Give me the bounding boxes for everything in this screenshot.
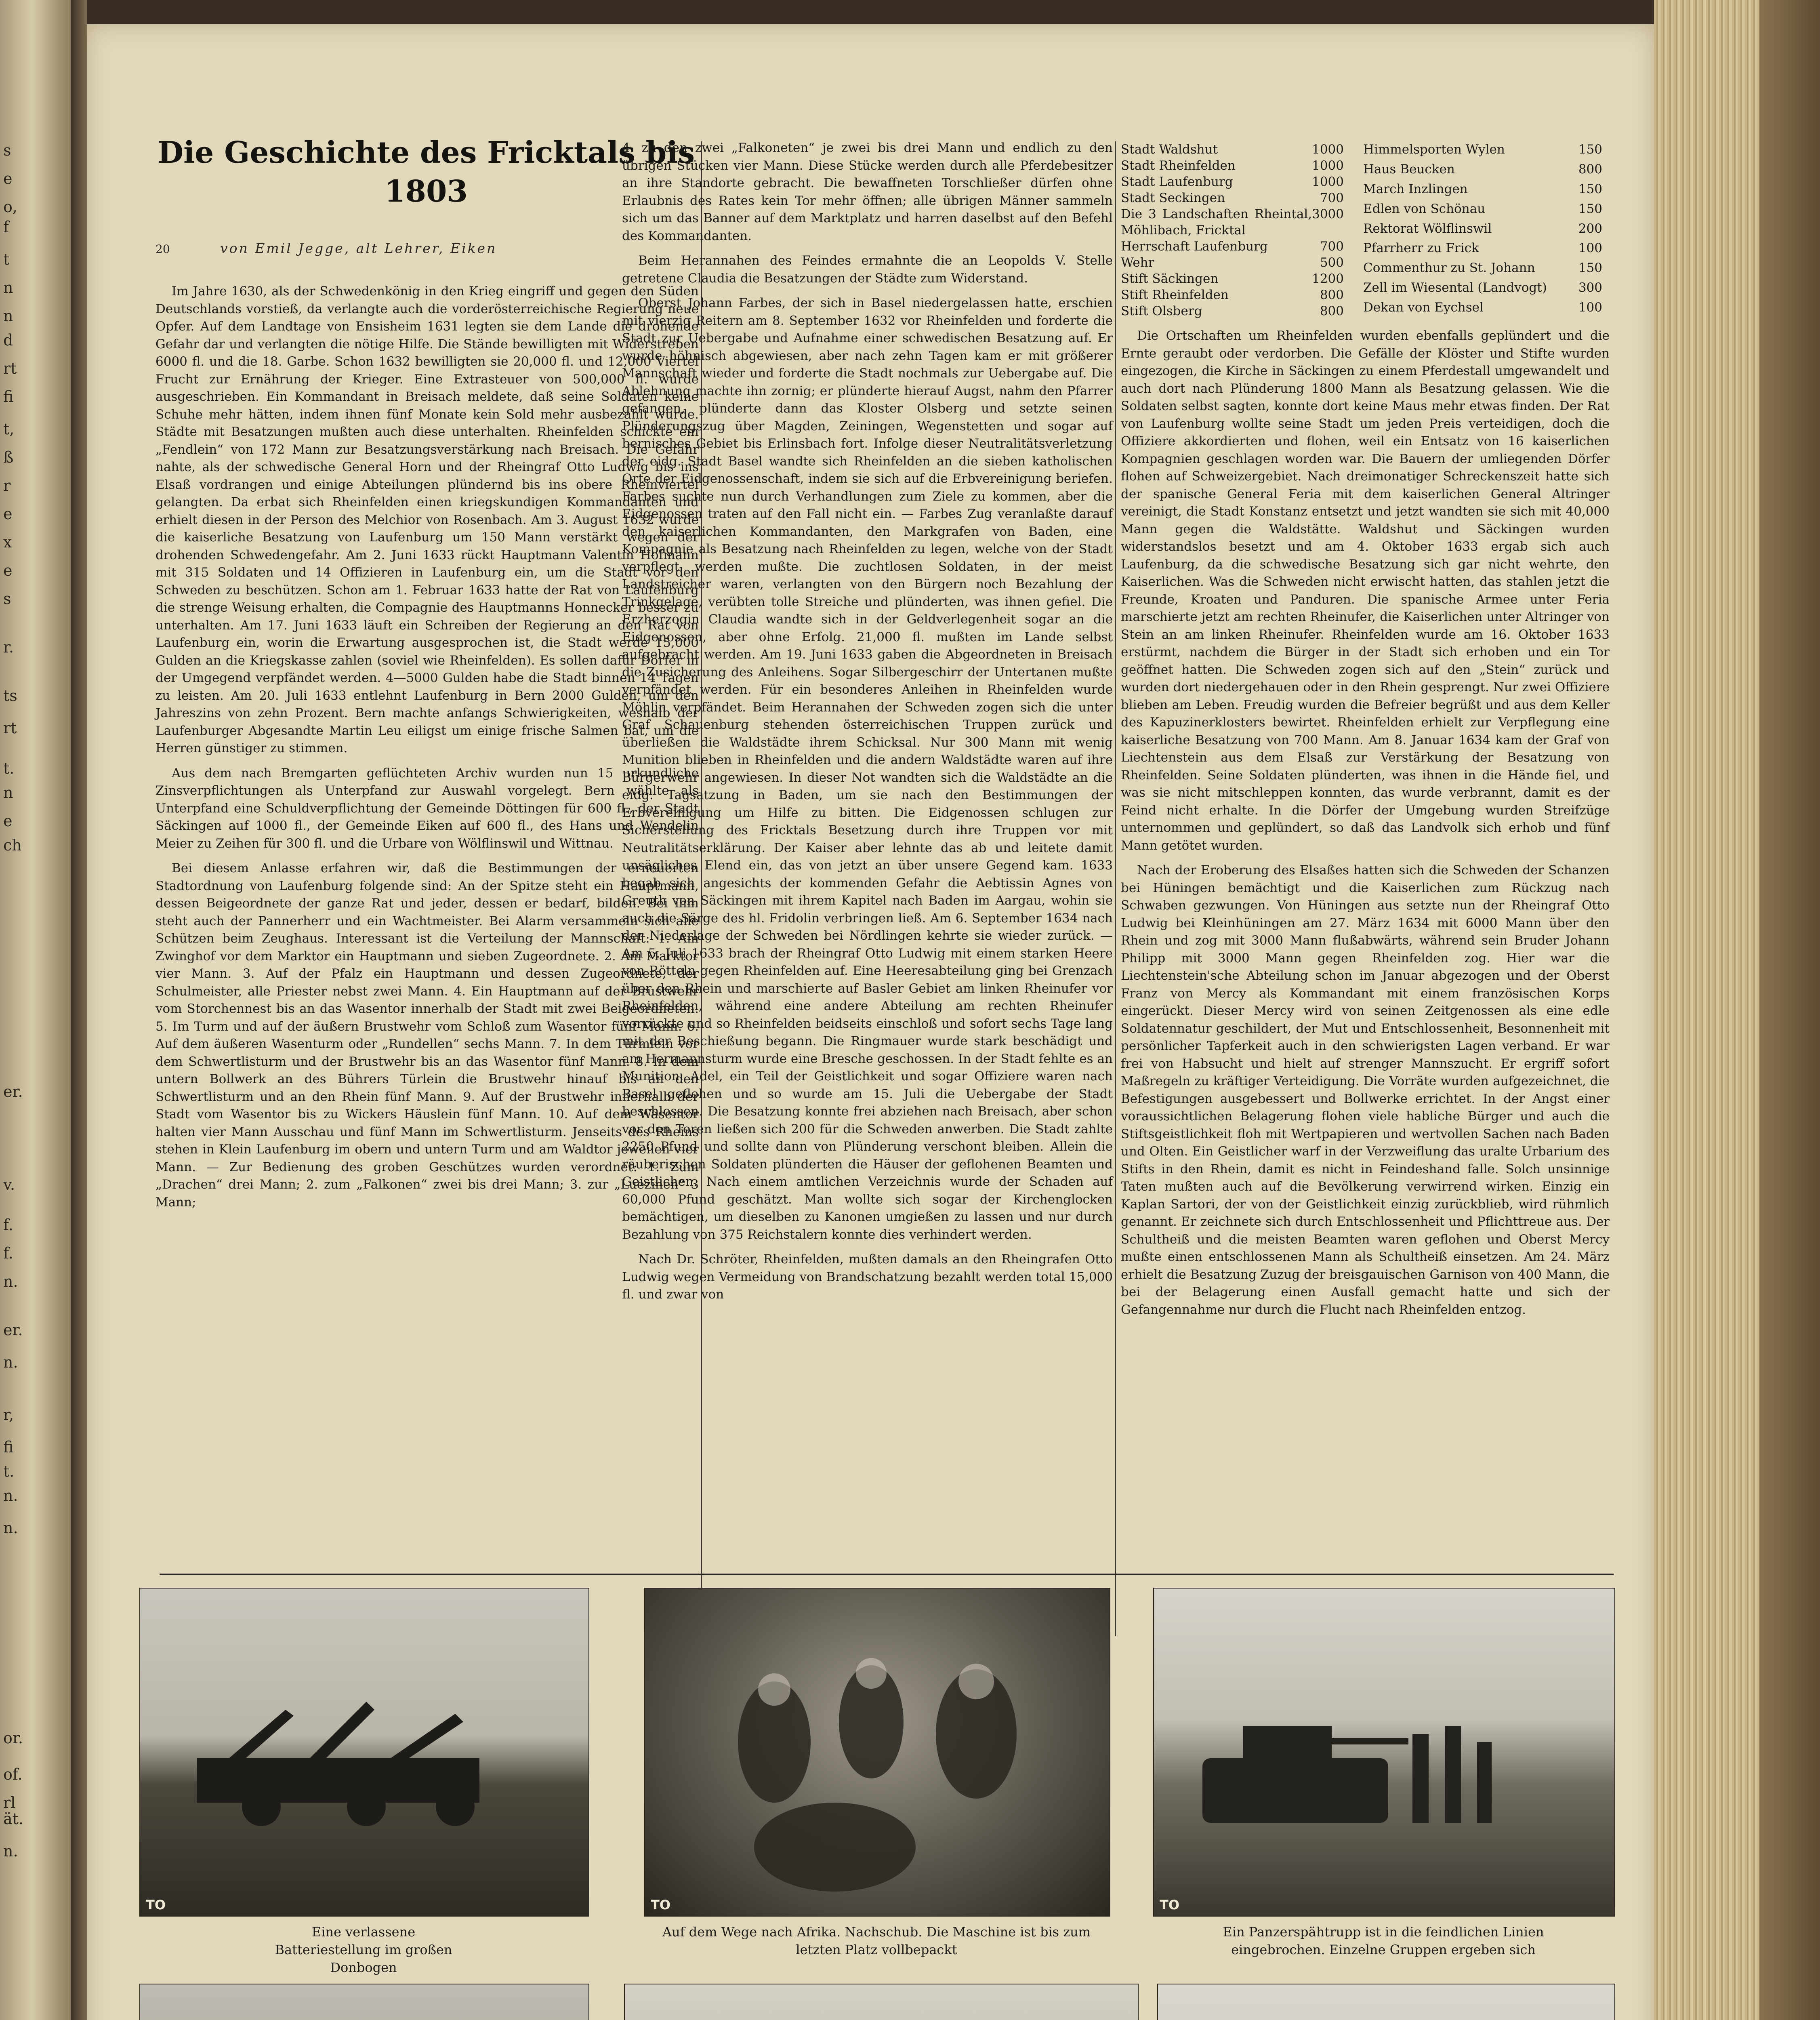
photo-abandoned-battery <box>139 1588 589 1917</box>
newspaper-page <box>87 24 1654 2020</box>
levy-row <box>1121 271 1347 287</box>
levy-amount: 300 <box>1578 280 1602 295</box>
photo-caption: Auf dem Wege nach Afrika. Nachschub. Die Maschine ist bis zum letzten Platz vollbepackt <box>662 1924 1091 1957</box>
left-page-text-fragment: rt <box>3 360 17 377</box>
photo-caption: Ein Panzerspähtrupp ist in die feindlichen Linien eingebrochen. Einzelne Gruppen ergeben sich <box>1223 1924 1544 1957</box>
levy-amount: 150 <box>1578 142 1602 157</box>
paragraph: Bei diesem Anlasse erfahren wir, daß die Bestimmungen der erneuerten Stadtordnung von Laufenburg folgende sind: An der Spitze steht ein Hauptmann, dessen Beigeordnete der ganze Rat und jeder, dessen er bedarf, bilden. Bei ihm steht auch der Pannerherr und ein Wachtmeister. Bei Alarm versammeln sich alle Schützen beim Zeughaus. Interessant ist die Verteilung der Mannschaft: 1. Am Zwinghof vor dem Marktor ein Hauptmann und sieben Zugeordnete. 2. Am Marktor vier Mann. 3. Auf der Pfalz ein Hauptmann und dessen Zugeordnete, der Schulmeister, alle Priester nebst zwei Mann. 4. Ein Hauptmann auf der Brustwehr vom Storchennest bis an das Wasentor innerhalb der Stadt mit zwei Beigeordneten. 5. Im Turm und auf der äußern Brustwehr vom Schloß zum Wasentor fünf Mann. 6. Auf dem äußeren Wasenturm oder „Rundellen“ sechs Mann. 7. In dem Türmlein vor dem Schwertlisturm und der Brustwehr bis an das Wasentor fünf Mann. 8. In dem untern Bollwerk an des Bührers Türlein die Brustwehr hinauf bis an den Schwertlisturm und an den Rhein fünf Mann. 9. Auf der Brustwehr innerhalb der Stadt vom Wasentor bis zu Wickers Häuslein fünf Mann. 10. Auf dem Wasentor halten vier Mann Ausschau und fünf Mann im Schwertlisturm. Jenseits des Rheins stehen in Klein Laufenburg im obern und untern Turm und am Waldtor jeweilen vier Mann. — Zur Bedienung des groben Geschützes wurden verordnet: 1. Zum „Drachen“ drei Mann; 2. zum „Falkonen“ zwei bis drei Mann; 3. zur „Luezinen“ 3 Mann; <box>156 861 699 1210</box>
article-column-3 <box>1121 141 1610 1326</box>
levy-amount: 150 <box>1578 201 1602 216</box>
levy-place: Stadt Waldshut <box>1121 142 1218 157</box>
left-page-text-fragment: e <box>3 812 13 830</box>
levy-row <box>1121 206 1347 238</box>
levy-amount: 3000 <box>1312 207 1344 221</box>
levy-row <box>1121 287 1347 303</box>
levy-place: Rektorat Wölflinswil <box>1363 221 1492 236</box>
levy-row <box>1121 238 1347 255</box>
left-page-text-fragment: ts <box>3 687 17 705</box>
levy-place: Stift Olsberg <box>1121 304 1202 318</box>
left-page-text-fragment: n. <box>3 1273 18 1290</box>
levy-place: Die 3 Landschaften Rheintal, Möhlibach, Fricktal <box>1121 207 1312 238</box>
left-page-text-fragment: e <box>3 505 13 523</box>
page-number: 20 <box>156 242 170 256</box>
levy-table-left <box>1121 141 1347 319</box>
levy-row <box>1121 303 1347 319</box>
photo-destroyed-hurricane <box>624 1984 1139 2020</box>
wrecked-aircraft-icon <box>625 1984 1138 2020</box>
levy-tables <box>1121 141 1610 319</box>
levy-amount: 700 <box>1320 191 1344 205</box>
column-rule <box>1115 141 1116 1636</box>
photo-transport-plane-interior <box>644 1588 1110 1917</box>
levy-row <box>1363 161 1606 181</box>
paragraph: Aus dem nach Bremgarten geflüchteten Archiv wurden nun 15 urkundliche Zinsverpflichtungen als Unterpfand zur Auswahl vorgelegt. Bern wählte als Unterpfand eine Schuldverpflichtung der Gemeinde Döttingen für 600 fl., der Stadt Säckingen auf 1000 fl., der Gemeinde Eiken auf 600 fl., des Hans und Wendelin Meier zu Zeihen für 300 fl. und die Urbare von Wölflinswil und Wittnau. <box>156 766 699 851</box>
levy-row <box>1121 174 1347 190</box>
levy-place: Himmelsporten Wylen <box>1363 142 1505 157</box>
left-page-text-fragment: rt <box>3 719 17 737</box>
levy-place: March Inzlingen <box>1363 181 1468 196</box>
artillery-silhouette-icon <box>140 1589 588 1916</box>
paragraph: Beim Herannahen des Feindes ermahnte die an Leopolds V. Stelle getretene Claudia die Besatzungen der Städte zum Widerstand. <box>622 253 1113 286</box>
levy-amount: 100 <box>1578 241 1602 256</box>
left-page-text-fragment: t. <box>3 760 15 777</box>
troop-formation-icon <box>1158 1984 1614 2020</box>
naval-gun-icon <box>140 1984 588 2020</box>
levy-row <box>1121 255 1347 271</box>
levy-amount: 200 <box>1578 221 1602 236</box>
left-page-text-fragment: r. <box>3 638 14 656</box>
levy-amount: 800 <box>1320 304 1344 318</box>
levy-place: Edlen von Schönau <box>1363 201 1486 216</box>
levy-row <box>1363 260 1606 280</box>
left-page-text-fragment: v. <box>3 1176 15 1193</box>
left-page-text-fragment: n <box>3 307 13 325</box>
levy-row <box>1363 141 1606 161</box>
levy-place: Commenthur zu St. Johann <box>1363 261 1535 276</box>
photo-armored-recon <box>1153 1588 1615 1917</box>
book-spine <box>1759 0 1820 2020</box>
levy-row <box>1121 141 1347 158</box>
left-page-text-fragment: x <box>3 533 12 551</box>
levy-place: Stadt Rheinfelden <box>1121 158 1236 173</box>
left-page-text-fragment: t <box>3 250 10 268</box>
soldiers-silhouette-icon <box>645 1589 1110 1916</box>
article-column-1 <box>156 283 699 1218</box>
levy-place: Pfarrherr zu Frick <box>1363 241 1479 256</box>
levy-place: Wehr <box>1121 255 1154 270</box>
left-page-text-fragment: t. <box>3 1462 15 1480</box>
levy-row <box>1121 190 1347 206</box>
left-page-text-fragment: er. <box>3 1083 23 1100</box>
levy-amount: 800 <box>1320 288 1344 302</box>
levy-amount: 150 <box>1578 261 1602 276</box>
left-page-text-fragment: ch <box>3 836 22 854</box>
left-page-text-fragment: or. <box>3 1729 23 1747</box>
left-page-text-fragment: ät. <box>3 1810 24 1828</box>
left-page-text-fragment: n. <box>3 1487 18 1504</box>
left-page-text-fragment: fi <box>3 388 14 406</box>
paragraph: Nach der Eroberung des Elsaßes hatten sich die Schweden der Schanzen bei Hüningen bemächtigt und die Kaiserlichen zum Rückzug nach Schwaben gezwungen. Von Hüningen aus setzte nun der Rheingraf Otto Ludwig bei Kleinhüningen am 27. März 1634 mit 6000 Mann über den Rhein und zog mit 3000 Mann flußabwärts, während sein Bruder Johann Philipp mit 3000 Mann gegen Rheinfelden zog. Hier war die Liechtenstein'sche Abteilung schon im Januar abgezogen und der Oberst Franz von Mercy als Kommandant mit einem französischen Korps eingerückt. Dieser Mercy wird von seinen Zeitgenossen als eine edle Soldatennatur geschildert, der Mut und Entschlossenheit, Besonnenheit mit persönlicher Tapferkeit auch in den schwierigsten Lagen verband. Er war frei von Habsucht und hielt auf strenger Mannszucht. Er ergriff sofort Maßregeln zu kräftiger Verteidigung. Die Vorräte wurden aufgezeichnet, die Befestigungen ausgebessert und Bollwerke errichtet. In der Angst einer voraussichtlichen Belagerung flohen viele habliche Bürger und auch die Stiftsgeistlichkeit floh mit Wertpapieren und wertvollen Sachen nach Baden und Olten. Ein Geistlicher warf in der Verzweiflung das uralte Urbarium des Stifts in den Rhein, damit es nicht in Feindeshand falle. Solch unsinnige Taten mußten auch auf die Bevölkerung verwirrend wirken. Einzig ein Kaplan Sartori, der von der Geistlichkeit einzig zurückblieb, wird rühmlich genannt. Er zeichnete sich durch Entschlossenheit und Pflichttreue aus. Der Schultheiß und die meisten Beamten waren geflohen und Oberst Mercy mußte einen entschlossenen Mann als Schultheiß einsetzen. Am 24. März erhielt die Besatzung Zuzug der breisgauischen Garnison von 400 Mann, die bei der Belagerung einen Ausfall gemacht hatte und sich der Gefangennahme nur durch die Flucht nach Rheinfelden entzog. <box>1121 863 1610 1317</box>
left-page-text-fragment: r <box>3 477 11 494</box>
byline: von Emil Jegge, alt Lehrer, Eiken <box>220 240 497 256</box>
photo-agency-tag: TO <box>651 1897 671 1913</box>
levy-table-right <box>1363 141 1606 319</box>
left-page-text-fragment: n. <box>3 1519 18 1537</box>
levy-place: Zell im Wiesental (Landvogt) <box>1363 280 1547 295</box>
levy-amount: 1000 <box>1312 158 1344 173</box>
book-gutter <box>71 0 87 2020</box>
left-page-text-fragment: n. <box>3 1842 18 1860</box>
levy-amount: 700 <box>1320 239 1344 254</box>
left-page-text-fragment: f <box>3 218 9 236</box>
levy-amount: 500 <box>1320 255 1344 270</box>
levy-row <box>1363 181 1606 201</box>
left-page-text-fragment: s <box>3 141 11 159</box>
levy-place: Haus Beucken <box>1363 162 1455 177</box>
levy-place: Dekan von Eychsel <box>1363 300 1484 315</box>
paragraph: Die Ortschaften um Rheinfelden wurden ebenfalls geplündert und die Ernte geraubt oder verdorben. Die Gefälle der Klöster und Stifte wurden eingezogen, die Kirche in Säckingen zu einem Pferdestall umgewandelt und auch dort nach Plünderung 1800 Mann als Besatzung gelassen. Wie die Soldaten selbst sagten, konnte dort keine Maus mehr etwas finden. Der Rat von Laufenburg wollte seine Stadt um jeden Preis verteidigen, doch die Offiziere akkordierten und flohen, weil ein Entsatz von 16 kaiserlichen Kompagnien geschlagen worden war. Die Bauern der umliegenden Dörfer flohen auf Schweizergebiet. Nach dreimonatiger Schreckenszeit hatte sich der spanische General Feria mit dem kaiserlichen General Altringer vereinigt, die Stadt Konstanz entsetzt und jetzt wandten sie sich mit 40,000 Mann gegen die Waldstätte. Waldshut und Säckingen wurden widerstandslos besetzt und am 4. Oktober 1633 ergab sich auch Laufenburg, da die schwedische Besatzung sich gar nicht wehrte, den Kaiserlichen. Was die Schweden nicht erwischt hatten, das stahlen jetzt die Freunde, Kroaten und Panduren. Die spanische Armee unter Feria marschierte jetzt am rechten Rheinufer, die Kaiserlichen unter Altringer von Stein an am linken Rheinufer. Rheinfelden wurde am 16. Oktober 1633 erstürmt, nachdem die Bürger in der Stadt sich erhoben und ein Tor geöffnet hatten. Die Schweden zogen sich auf den „Stein“ zurück und wurden dort niedergehauen oder in den Rhein gesprengt. Nur zwei Offiziere blieben am Leben. Freudig wurden die Befreier begrüßt und aus dem Keller des Kapuzinerklosters bewirtet. Rheinfelden erhielt zur Verpflegung eine kaiserliche Besatzung von 700 Mann. Am 8. Januar 1634 kam der Graf von Liechtenstein aus dem Elsaß zur Verstärkung der Besatzung von Rheinfelden. Seine Soldaten plünderten, was ihnen in die Hände fiel, und was sie nicht mitschleppen konnten, das wurde verbrannt, damit es der Feind nicht erhalte. In die Dörfer der Umgebung wurden Streifzüge unternommen und geplündert, so daß das Landvolk sich erhob und fünf Mann getötet wurden. <box>1121 328 1610 853</box>
levy-row <box>1363 221 1606 240</box>
article-title: Die Geschichte des Fricktals bis 1803 <box>158 135 695 209</box>
paragraph: 4. zu den zwei „Falkoneten“ je zwei bis drei Mann und endlich zu den übrigen Stücken vier Mann. Diese Stücke werden durch alle Pferdebesitzer an ihre Standorte gebracht. Die bewaffneten Torschließer dürfen ohne Erlaubnis des Rates kein Tor mehr öffnen; alle übrigen Männer sammeln sich um das Banner auf dem Marktplatz und harren daselbst auf den Befehl des Kommandanten. <box>622 141 1113 243</box>
levy-place: Stadt Seckingen <box>1121 191 1225 205</box>
left-page-text-fragment: n <box>3 279 13 297</box>
left-page-text-fragment: fi <box>3 1438 14 1456</box>
left-page-text-fragment: f. <box>3 1244 13 1262</box>
paragraph: Im Jahre 1630, als der Schwedenkönig in den Krieg eingriff und gegen den Süden Deutschlands vorstieß, da verlangte auch die vorderösterreichische Regierung neue Opfer. Auf dem Landtage von Ensisheim 1631 legten sie dem Lande die drohende Gefahr dar und verlangten die nötige Hilfe. Die Stände bewilligten mit Widerstreben 6000 fl. und die 18. Garbe. Schon 1632 bewilligten sie 20,000 fl. und 12,000 Viertel Frucht zur Ernährung der Krieger. Eine Extrasteuer von 500,000 fl. wurde ausgeschrieben. Ein Kommandant in Breisach meldete, daß seine Soldaten keine Schuhe mehr hätten, indem ihnen fünf Monate kein Sold mehr ausbezahlt wurde. Städte mit Besatzungen mußten auch diese unterhalten. Rheinfelden schickte ein „Fendlein“ von 172 Mann zur Besatzungsverstärkung nach Breisach. Die Gefahr nahte, als der schwedische General Horn und der Rheingraf Otto Ludwig bis ins Elsaß vordrangen und einige Abteilungen plündernd bis ins obere Rheinviertel gelangten. Da erbat sich Rheinfelden einen kriegskundigen Kommandanten und erhielt diesen in der Person des Melchior von Rosenbach. Am 3. August 1632 wurde die kaiserliche Besatzung von Laufenburg um 150 Mann verstärkt wegen der drohenden Schwedengefahr. Am 2. Juni 1633 rückt Hauptmann Valentin Hofmann mit 315 Soldaten und 14 Offizieren in Laufenburg ein, um die Stadt vor den Schweden zu beschützen. Schon am 1. Februar 1633 hatte der Rat von Laufenburg die strenge Weisung erhalten, die Compagnie des Hauptmanns Honnecker besser zu unterhalten. Am 17. Juni 1633 läuft ein Schreiben der Regierung an den Rat von Laufenburg ein, worin die Erwartung ausgesprochen ist, die Stadt werde 15,000 Gulden an die Kriegskasse zahlen (soviel wie Rheinfelden). Es sollen dafür Dörfer in der Umgegend verpfändet werden. 4—5000 Gulden habe die Stadt binnen 14 Tagen zu leisten. Am 20. Juli 1633 entlehnt Laufenburg in Bern 2000 Gulden, um den Jahreszins von zehn Prozent. Bern machte anfangs Schwierigkeiten, weshalb der Laufenburger Abgesandte Martin Leu eiligst um einige frische Salmen bat, um die Herren günstiger zu stimmen. <box>156 284 699 755</box>
levy-amount: 1000 <box>1312 142 1344 157</box>
left-page-text-fragment: f. <box>3 1216 13 1234</box>
levy-place: Stift Rheinfelden <box>1121 288 1229 302</box>
left-page-text-fragment: d <box>3 331 13 349</box>
left-page-text-fragment: s <box>3 590 11 608</box>
levy-place: Stadt Laufenburg <box>1121 175 1233 189</box>
article-column-2 <box>622 139 1113 1311</box>
left-page-text-fragment: e <box>3 170 13 187</box>
left-page-text-fragment: n <box>3 784 13 802</box>
levy-amount: 1000 <box>1312 175 1344 189</box>
left-page-text-fragment: e <box>3 562 13 579</box>
levy-place: Stift Säckingen <box>1121 271 1219 286</box>
left-page-text-fragment: t, <box>3 420 15 438</box>
photo-agency-tag: TO <box>1160 1897 1180 1913</box>
levy-row <box>1363 280 1606 299</box>
left-page-text-fragment: ß <box>3 448 14 466</box>
photo-naval-battery <box>139 1984 589 2020</box>
left-page-edge <box>0 0 71 2020</box>
photo-caption: Eine verlassene Batteriestellung im großen Donbogen <box>275 1924 452 1975</box>
photo-agency-tag: TO <box>146 1897 166 1913</box>
levy-row <box>1363 240 1606 260</box>
paragraph: Nach Dr. Schröter, Rheinfelden, mußten damals an den Rheingrafen Otto Ludwig wegen Vermeidung von Brandschatzung bezahlt werden total 15,000 fl. und zwar von <box>622 1252 1113 1302</box>
levy-amount: 1200 <box>1312 271 1344 286</box>
left-page-text-fragment: of. <box>3 1765 23 1783</box>
levy-row <box>1121 158 1347 174</box>
section-divider <box>160 1574 1614 1575</box>
page-stack-edge <box>1654 0 1820 2020</box>
levy-amount: 800 <box>1578 162 1602 177</box>
levy-row <box>1363 201 1606 221</box>
photo-airfield-troops <box>1157 1984 1615 2020</box>
left-page-text-fragment: r, <box>3 1406 14 1424</box>
levy-amount: 150 <box>1578 181 1602 196</box>
tank-silhouette-icon <box>1154 1589 1614 1916</box>
paragraph: Oberst Johann Farbes, der sich in Basel niedergelassen hatte, erschien mit vierzig Reitern am 8. September 1632 vor Rheinfelden und forderte die Stadt zur Uebergabe und Aufnahme einer schwedischen Besatzung auf. Er wurde höhnisch abgewiesen, aber nach zehn Tagen kam er mit größerer Mannschaft wieder und forderte die Stadt nochmals zur Uebergabe auf. Die Ablehnung machte ihn zornig; er plünderte hierauf Augst, nahm den Pfarrer gefangen, plünderte dann das Kloster Olsberg und setzte seinen Plünderungszug über Magden, Zeiningen, Wegenstetten und sogar auf bernisches Gebiet bis Erlinsbach fort. Infolge dieser Neutralitätsverletzung der eidg. Stadt Basel wandte sich Rheinfelden an die sieben katholischen Orte der Eidgenossenschaft, indem sie sich auf die Erbvereinigung beriefen. Farbes suchte nun durch Verhandlungen zum Ziele zu kommen, aber die Eidgenossen traten auf den Fall nicht ein. — Farbes Zug veranlaßte darauf den kaiserlichen Kommandanten, den Markgrafen von Baden, eine Kompagnie als Besatzung nach Rheinfelden zu legen, welche von der Stadt verpflegt werden mußte. Die zuchtlosen Soldaten, in der meist Landstreicher waren, verlangten von den Bürgern noch Bezahlung der Trinkgelage, verübten tolle Streiche und plünderten, was ihnen gefiel. Die Erzherzogin Claudia wandte sich in der Geldverlegenheit sogar an die Eidgenossen, aber ohne Erfolg. 21,000 fl. mußten im Lande selbst aufgebracht werden. Am 19. Juni 1633 gaben die Abgeordneten in Breisach die Zusicherung des Anleihens. Sogar Silbergeschirr der Untertanen mußte verpfändet werden. Für ein besonderes Anleihen in Rheinfelden wurde Möhlin verpfändet. Beim Herannahen der Schweden zogen sich die unter Graf Schauenburg stehenden österreichischen Truppen zurück und überließen die Waldstädte ihrem Schicksal. Nur 300 Mann mit wenig Munition blieben in Rheinfelden und die andern Waldstädte waren auf ihre Bürgerwehr angewiesen. In dieser Not wandten sich die Waldstädte an die eidg. Tagsatzung in Baden, um sie nach den Bestimmungen der Erbvereinigung um Hilfe zu bitten. Die Eidgenossen schlugen zur Sicherstellung des Fricktals Besetzung durch ihre Truppen vor mit Neutralitätserklärung. Der Kaiser aber lehnte das ab und leitete damit unsägliches Elend ein, das von jetzt an über unsere Gegend kam. 1633 begab sich angesichts der kommenden Gefahr die Aebtissin Agnes von Greuth von Säckingen mit ihrem Kapitel nach Baden im Aargau, wohin sie auch die Särge des hl. Fridolin verbringen ließ. Am 6. September 1634 nach der Niederlage der Schweden bei Nördlingen kehrte sie wieder zurück. — Am 5. Juli 1633 brach der Rheingraf Otto Ludwig mit einem starken Heere von Rötteln gegen Rheinfelden auf. Eine Heeresabteilung ging bei Grenzach über den Rhein und marschierte auf Basler Gebiet am linken Rheinufer vor Rheinfelden, während eine andere Abteilung am rechten Rheinufer vorrückte und so Rheinfelden beidseits einschloß und sofort sechs Tage lang mit der Beschießung begann. Die Ringmauer wurde stark beschädigt und am Hermannsturm wurde eine Bresche geschossen. In der Stadt fehlte es an Munition. Adel, ein Teil der Geistlichkeit und sogar Offiziere waren nach Basel geflohen und so wurde am 15. Juli die Uebergabe der Stadt beschlossen. Die Besatzung konnte frei abziehen nach Breisach, aber schon vor den Toren ließen sich 200 für die Schweden anwerben. Die Stadt zahlte 2250 Pfund und sollte dann von Plünderung verschont bleiben. Allein die räuberischen Soldaten plünderten die Häuser der geflohenen Beamten und Geistlichen. Nach einem amtlichen Verzeichnis wurde der Schaden auf 60,000 Pfund geschätzt. Man wollte sich sogar der Kirchenglocken bemächtigen, um dieselben zu Kanonen umgießen zu lassen und nur durch Bezahlung von 375 Reichstalern konnte dies verhindert werden. <box>622 296 1113 1242</box>
left-page-text-fragment: rl <box>3 1794 16 1812</box>
left-page-text-fragment: n. <box>3 1353 18 1371</box>
levy-amount: 100 <box>1578 300 1602 315</box>
left-page-text-fragment: er. <box>3 1321 23 1339</box>
levy-row <box>1363 299 1606 319</box>
left-page-text-fragment: o, <box>3 198 17 216</box>
levy-place: Herrschaft Laufenburg <box>1121 239 1268 254</box>
